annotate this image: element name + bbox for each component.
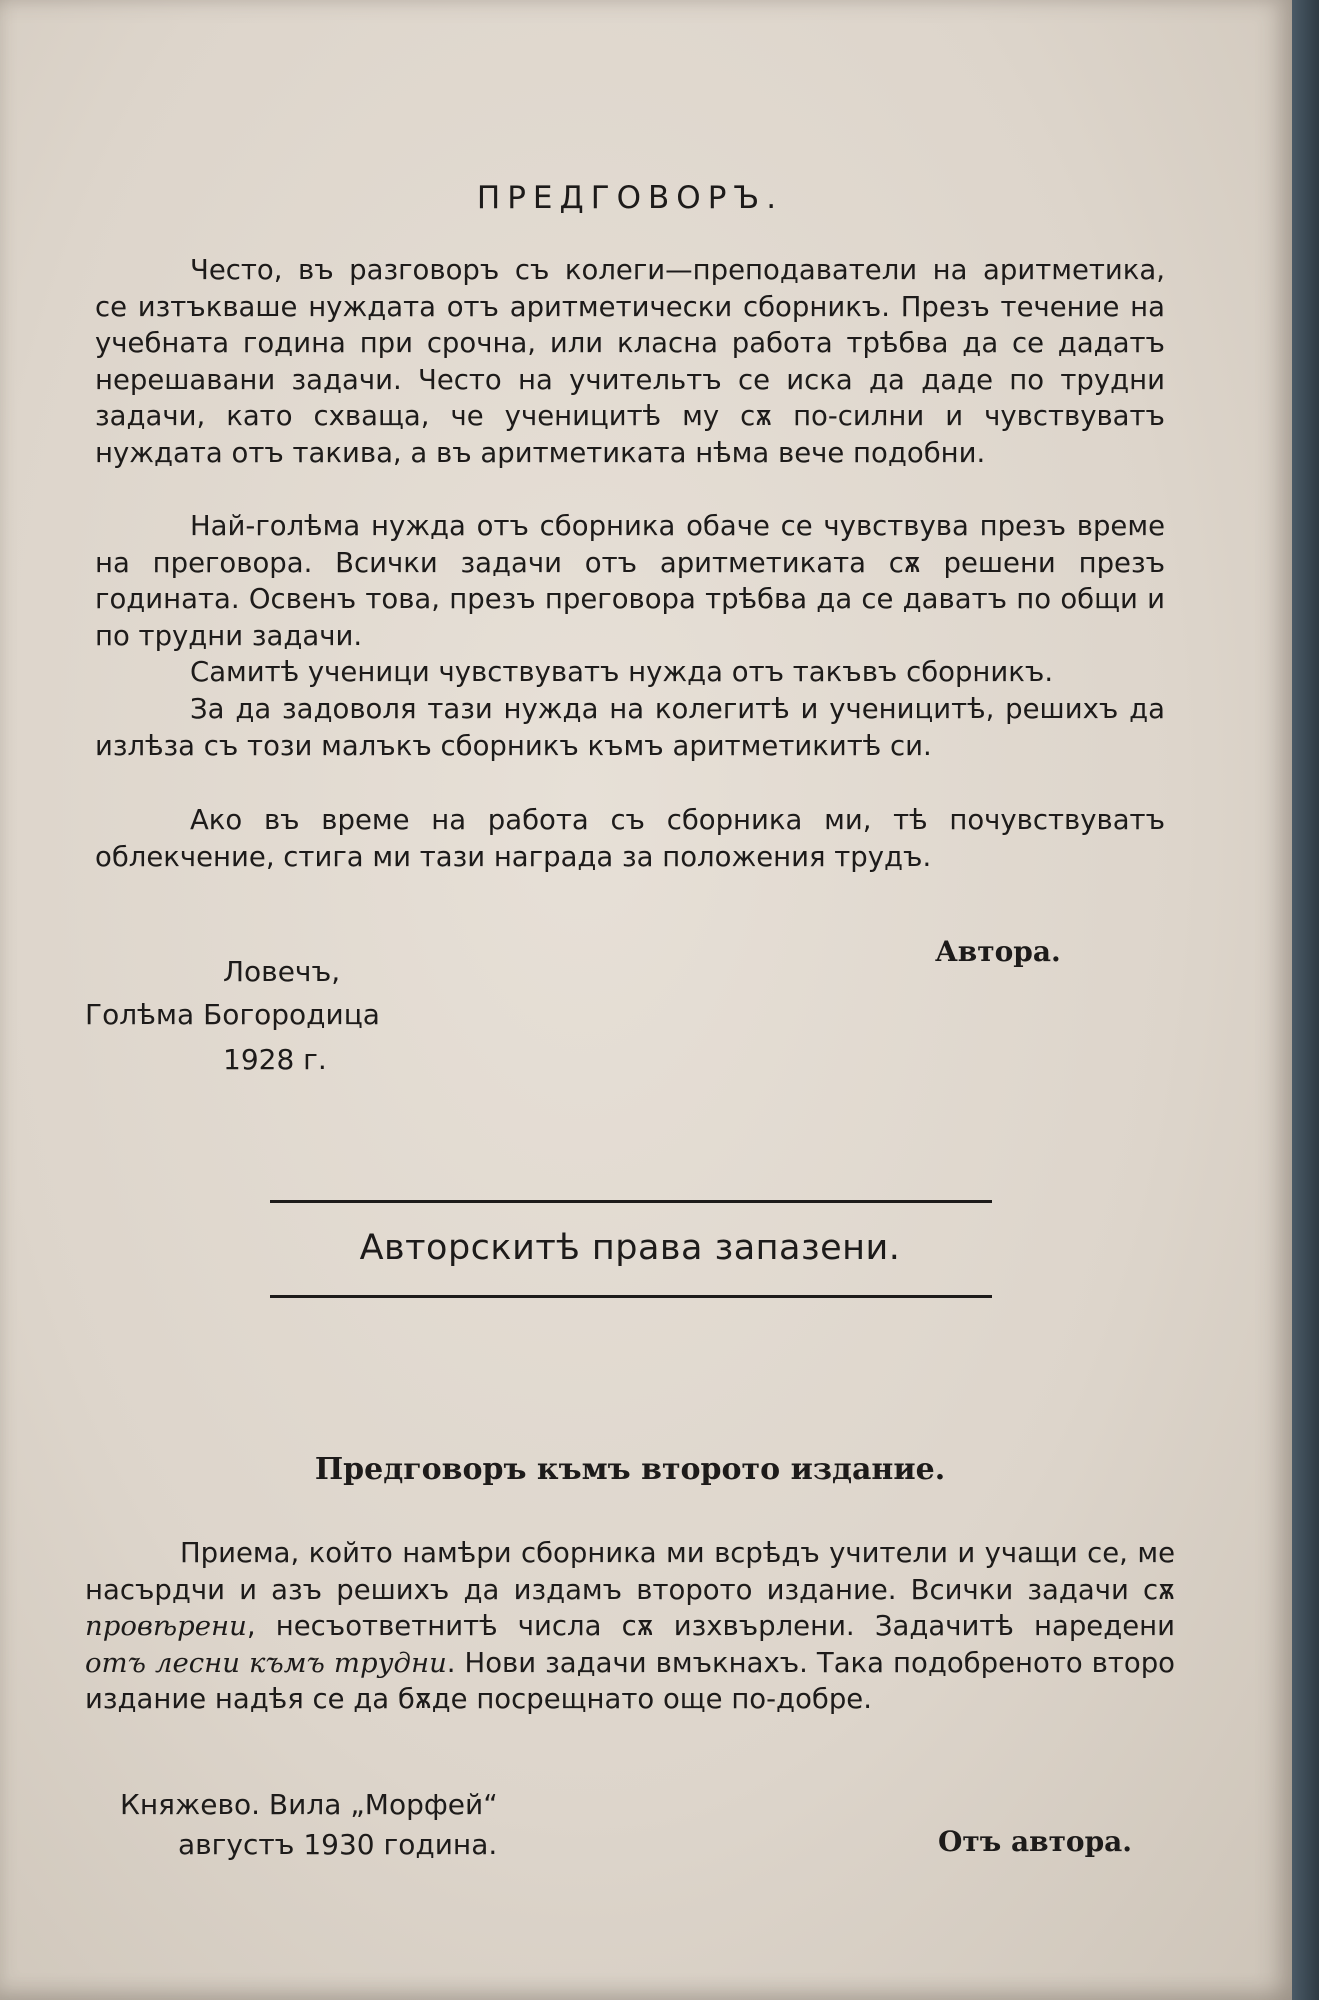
preface-place-village: Голѣма Богородица: [85, 998, 380, 1031]
second-preface-text-2: , несъответнитѣ числа сѫ изхвърлени. Задачитѣ наредени: [246, 1610, 1175, 1642]
second-preface-date: августъ 1930 година.: [178, 1828, 498, 1861]
second-preface-place: Княжево. Вила „Морфей“: [120, 1788, 498, 1821]
book-spine-edge: [1292, 0, 1319, 2000]
preface-year: 1928 г.: [223, 1043, 327, 1076]
preface-paragraph-1: Често, въ разговоръ съ колеги—преподаватели на аритметика, се изтъкваше нуждата отъ аритметически сборникъ. Презъ течение на учебната година при срочна, или класна работа трѣбва да се дадатъ нерешавани задачи. Често на учительтъ се иска да даде по трудни задачи, като схваща, че ученицитѣ му сѫ по-силни и чувствуватъ нуждата отъ такива, а въ аритметиката нѣма вече подобни.: [95, 254, 1165, 469]
second-preface-italic-checked: провѣрени: [85, 1610, 247, 1642]
second-preface-author: Отъ автора.: [938, 1825, 1133, 1858]
second-preface-title: Предговоръ къмъ второто издание.: [314, 1452, 946, 1487]
second-preface-paragraph: [85, 1535, 1175, 1718]
copyright-rule-top: [270, 1200, 992, 1203]
preface-place-city: Ловечъ,: [223, 955, 341, 988]
preface-title: ПРЕДГОВОРЪ.: [476, 180, 784, 216]
preface-author: Автора.: [935, 935, 1061, 968]
second-preface-text-1: Приема, който намѣри сборника ми всрѣдъ учители и учащи се, ме насърдчи и азъ решихъ да издамъ второто издание. Всички задачи сѫ: [85, 1537, 1175, 1606]
preface-paragraph-2: Най-голѣма нужда отъ сборника обаче се чувствува презъ време на преговора. Всички задачи отъ аритметиката сѫ решени презъ годината. Освенъ това, презъ преговора трѣбва да се даватъ по общи и по трудни задачи.: [95, 510, 1165, 652]
copyright-rule-bottom: [270, 1295, 992, 1298]
preface-paragraph-4: За да задоволя тази нужда на колегитѣ и ученицитѣ, решихъ да излѣза съ този малъкъ сборникъ къмъ аритметикитѣ си.: [95, 693, 1165, 762]
copyright-notice: Авторскитѣ права запазени.: [359, 1228, 901, 1268]
second-preface-italic-order: отъ лесни къмъ трудни: [85, 1646, 447, 1679]
second-preface-text-3: . Нови задачи вмъкнахъ. Така подобреното второ издание надѣя се да бѫде посрещнато още по-добре.: [85, 1646, 1176, 1715]
preface-paragraph-5: Ако въ време на работа съ сборника ми, тѣ почувствуватъ облекчение, стига ми тази награда за положения трудъ.: [95, 804, 1165, 873]
preface-paragraph-3: Самитѣ ученици чувствуватъ нужда отъ такъвъ сборникъ.: [190, 656, 1054, 688]
